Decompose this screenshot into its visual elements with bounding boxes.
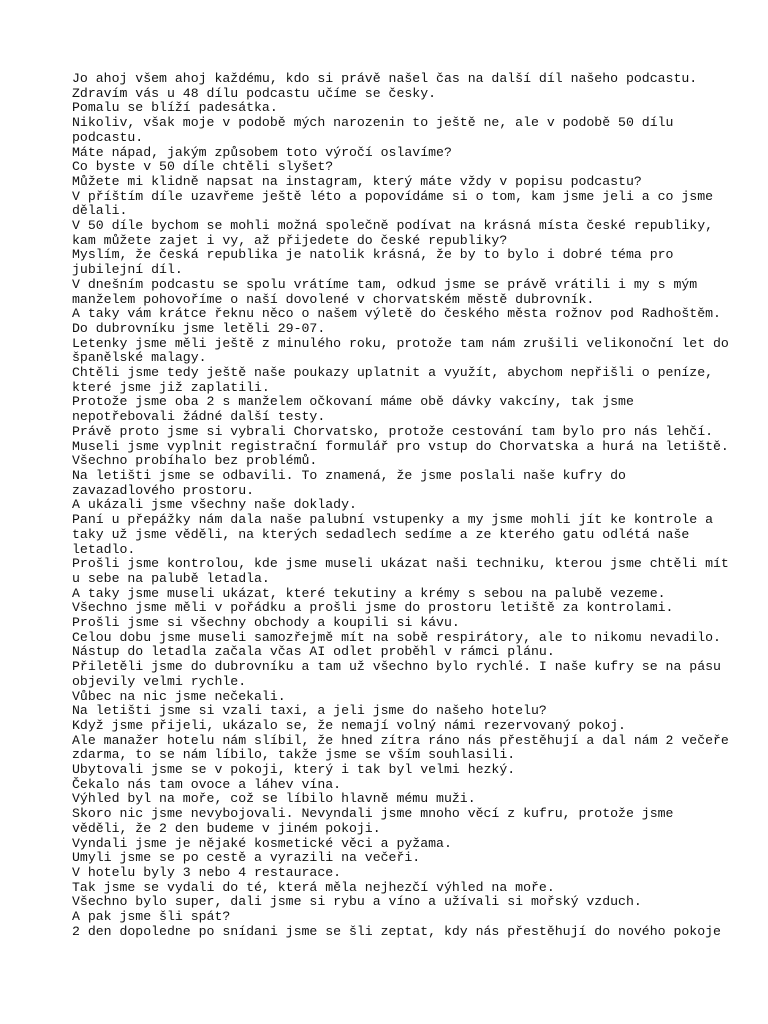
text-line: Máte nápad, jakým způsobem toto výročí oslavíme? <box>72 144 452 160</box>
text-line: zdarma, to se nám líbilo, takže jsme se vším souhlasili. <box>72 747 516 763</box>
text-line: Vyndali jsme je nějaké kosmetické věci a pyžama. <box>72 835 452 851</box>
text-line: A taky vám krátce řeknu něco o našem výletě do českého města rožnov pod Radhoštěm. <box>72 306 721 322</box>
text-line: taky už jsme věděli, na kterých sedadlech sedíme a ze kterého gatu odlétá naše <box>72 526 690 542</box>
text-line: kam můžete zajet i vy, až přijedete do české republiky? <box>72 232 508 248</box>
text-line: letadlo. <box>72 541 136 557</box>
text-line: objevily velmi rychle. <box>72 673 247 689</box>
text-line: Protože jsme oba 2 s manželem očkovaní máme obě dávky vakcíny, tak jsme <box>72 394 634 410</box>
text-line: Přiletěli jsme do dubrovníku a tam už všechno bylo rychlé. I naše kufry se na pásu <box>72 659 721 675</box>
text-line: Všechno jsme měli v pořádku a prošli jsme do prostoru letiště za kontrolami. <box>72 600 674 616</box>
text-line: podcastu. <box>72 129 144 145</box>
text-line: Museli jsme vyplnit registrační formulář pro vstup do Chorvatska a hurá na letiště. <box>72 438 729 454</box>
text-line: V příštím díle uzavřeme ještě léto a popovídáme si o tom, kam jsme jeli a co jsme <box>72 188 714 204</box>
text-line: Zdravím vás u 48 dílu podcastu učíme se česky. <box>72 85 437 101</box>
text-line: V 50 díle bychom se mohli možná společně podívat na krásná místa české republiky, <box>72 218 714 234</box>
text-line: věděli, že 2 den budeme v jiném pokoji. <box>72 820 381 836</box>
text-line: které jsme již zaplatili. <box>72 379 270 395</box>
text-line: Vůbec na nic jsme nečekali. <box>72 688 286 704</box>
text-line: Výhled byl na moře, což se líbilo hlavně mému muži. <box>72 791 476 807</box>
text-line: Chtěli jsme tedy ještě naše poukazy uplatnit a využít, abychom nepřišli o peníze, <box>72 365 714 381</box>
text-line: Ale manažer hotelu nám slíbil, že hned zítra ráno nás přestěhují a dal nám 2 večeře <box>72 732 729 748</box>
text-line: Když jsme přijeli, ukázalo se, že nemají volný námi rezervovaný pokoj. <box>72 717 626 733</box>
text-line: Pomalu se blíží padesátka. <box>72 100 278 116</box>
text-line: zavazadlového prostoru. <box>72 482 255 498</box>
text-line: Co byste v 50 díle chtěli slyšet? <box>72 159 334 175</box>
text-line: Můžete mi klidně napsat na instagram, který máte vždy v popisu podcastu? <box>72 173 642 189</box>
text-line: A taky jsme museli ukázat, které tekutiny a krémy s sebou na palubě vezeme. <box>72 585 666 601</box>
text-line: Všechno probíhalo bez problémů. <box>72 453 318 469</box>
text-line: Ubytovali jsme se v pokoji, který i tak byl velmi hezký. <box>72 762 516 778</box>
text-line: A ukázali jsme všechny naše doklady. <box>72 497 357 513</box>
text-line: manželem pohovoříme o naší dovolené v chorvatském městě dubrovník. <box>72 291 595 307</box>
text-line: Jo ahoj všem ahoj každému, kdo si právě našel čas na další díl našeho podcastu. <box>72 71 698 86</box>
text-line: u sebe na palubě letadla. <box>72 570 270 586</box>
document-page <box>72 71 729 939</box>
text-line: Prošli jsme kontrolou, kde jsme museli ukázat naši techniku, kterou jsme chtěli mít <box>72 556 729 572</box>
text-line: Skoro nic jsme nevybojovali. Nevyndali jsme mnoho věcí z kufru, protože jsme <box>72 806 674 822</box>
text-line: Prošli jsme si všechny obchody a koupili si kávu. <box>72 615 460 631</box>
text-line: dělali. <box>72 203 128 219</box>
text-line: Celou dobu jsme museli samozřejmě mít na sobě respirátory, ale to nikomu nevadilo. <box>72 629 721 645</box>
text-line: V hotelu byly 3 nebo 4 restaurace. <box>72 864 342 880</box>
text-line: španělské malagy. <box>72 350 207 366</box>
text-line: Čekalo nás tam ovoce a láhev vína. <box>72 776 342 792</box>
text-line: Na letišti jsme se odbavili. To znamená, že jsme poslali naše kufry do <box>72 467 626 483</box>
text-line: jubilejní díl. <box>72 262 183 278</box>
text-line: Myslím, že česká republika je natolik krásná, že by to bylo i dobré téma pro <box>72 247 674 263</box>
text-line: nepotřebovali žádné další testy. <box>72 409 326 425</box>
text-line: Do dubrovníku jsme letěli 29-07. <box>72 320 326 336</box>
text-line: Paní u přepážky nám dala naše palubní vstupenky a my jsme mohli jít ke kontrole a <box>72 512 714 528</box>
text-line: V dnešním podcastu se spolu vrátíme tam, odkud jsme se právě vrátili i my s mým <box>72 276 698 292</box>
text-line: Právě proto jsme si vybrali Chorvatsko, protože cestování tam bylo pro nás lehčí. <box>72 423 714 439</box>
text-line: Nikoliv, však moje v podobě mých narozenin to ještě ne, ale v podobě 50 dílu <box>72 115 674 131</box>
text-line: Všechno bylo super, dali jsme si rybu a víno a užívali si mořský vzduch. <box>72 894 642 910</box>
text-line: Na letišti jsme si vzali taxi, a jeli jsme do našeho hotelu? <box>72 703 547 719</box>
text-line: A pak jsme šli spát? <box>72 909 231 925</box>
text-line: Nástup do letadla začala včas AI odlet proběhl v rámci plánu. <box>72 644 555 660</box>
text-line: Letenky jsme měli ještě z minulého roku, protože tam nám zrušili velikonoční let do <box>72 335 729 351</box>
text-line: Umyli jsme se po cestě a vyrazili na večeři. <box>72 850 421 866</box>
text-line: 2 den dopoledne po snídani jsme se šli zeptat, kdy nás přestěhují do nového pokoje <box>72 923 721 939</box>
text-line: Tak jsme se vydali do té, která měla nejhezčí výhled na moře. <box>72 879 555 895</box>
